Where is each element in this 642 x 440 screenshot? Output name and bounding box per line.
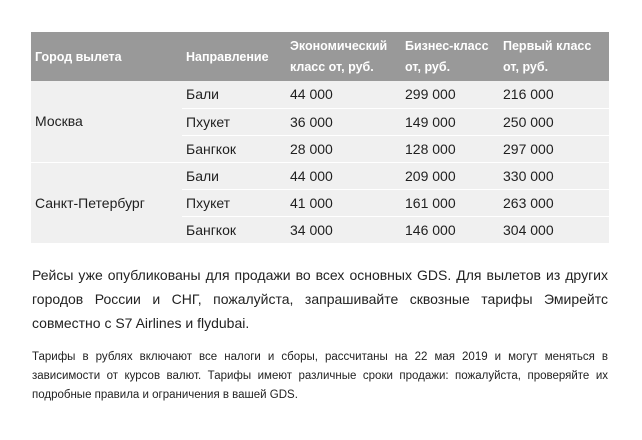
- economy-price-cell: 28 000: [286, 135, 401, 162]
- header-first: [499, 32, 609, 81]
- header-city: [31, 32, 182, 81]
- first-price-cell: 250 000: [499, 108, 609, 135]
- first-price-cell: 297 000: [499, 135, 609, 162]
- header-economy-line1: Экономический: [290, 39, 388, 53]
- city-cell-moscow: Москва: [31, 81, 182, 162]
- business-price-cell: 209 000: [401, 162, 499, 189]
- direction-cell: Бали: [182, 81, 286, 108]
- header-economy-line2: класс от, руб.: [290, 60, 374, 74]
- gds-availability-note: Рейсы уже опубликованы для продажи во всех основных GDS. Для вылетов из других городов России и СНГ, пожалуйста, запрашивайте сквозные тарифы Эмирейтс совместно с S7 Airlines и flydubai.: [32, 267, 608, 331]
- economy-price-cell: 44 000: [286, 162, 401, 189]
- fares-table: [31, 32, 609, 244]
- header-city-label: Город вылета: [35, 49, 122, 64]
- economy-price-cell: 44 000: [286, 81, 401, 108]
- business-price-cell: 146 000: [401, 216, 499, 243]
- business-price-cell: 299 000: [401, 81, 499, 108]
- business-price-cell: 149 000: [401, 108, 499, 135]
- table-row: [31, 81, 609, 108]
- city-cell-saint-petersburg: Санкт-Петербург: [31, 162, 182, 243]
- header-first-line2: от, руб.: [503, 60, 549, 74]
- first-price-cell: 216 000: [499, 81, 609, 108]
- business-price-cell: 128 000: [401, 135, 499, 162]
- economy-price-cell: 34 000: [286, 216, 401, 243]
- first-price-cell: 263 000: [499, 189, 609, 216]
- direction-cell: Бангкок: [182, 216, 286, 243]
- economy-price-cell: 36 000: [286, 108, 401, 135]
- direction-cell: Бангкок: [182, 135, 286, 162]
- fares-disclaimer-note: Тарифы в рублях включают все налоги и сборы, рассчитаны на 22 мая 2019 и могут меняться в зависимости от курсов валют. Тарифы имеют различные сроки продажи: пожалуйста, проверяйте их подробные правила и ограничения в вашей GDS.: [32, 351, 608, 401]
- header-business-line1: Бизнес-класс: [405, 39, 489, 53]
- first-price-cell: 304 000: [499, 216, 609, 243]
- direction-cell: Пхукет: [182, 108, 286, 135]
- first-price-cell: 330 000: [499, 162, 609, 189]
- direction-cell: Пхукет: [182, 189, 286, 216]
- header-economy: [286, 32, 401, 81]
- direction-cell: Бали: [182, 162, 286, 189]
- table-header-row: [31, 32, 609, 81]
- table-row: [31, 162, 609, 189]
- economy-price-cell: 41 000: [286, 189, 401, 216]
- header-direction: [182, 32, 286, 81]
- header-business-line2: от, руб.: [405, 60, 451, 74]
- business-price-cell: 161 000: [401, 189, 499, 216]
- header-direction-label: Направление: [186, 49, 269, 64]
- header-first-line1: Первый класс: [503, 39, 592, 53]
- header-business: [401, 32, 499, 81]
